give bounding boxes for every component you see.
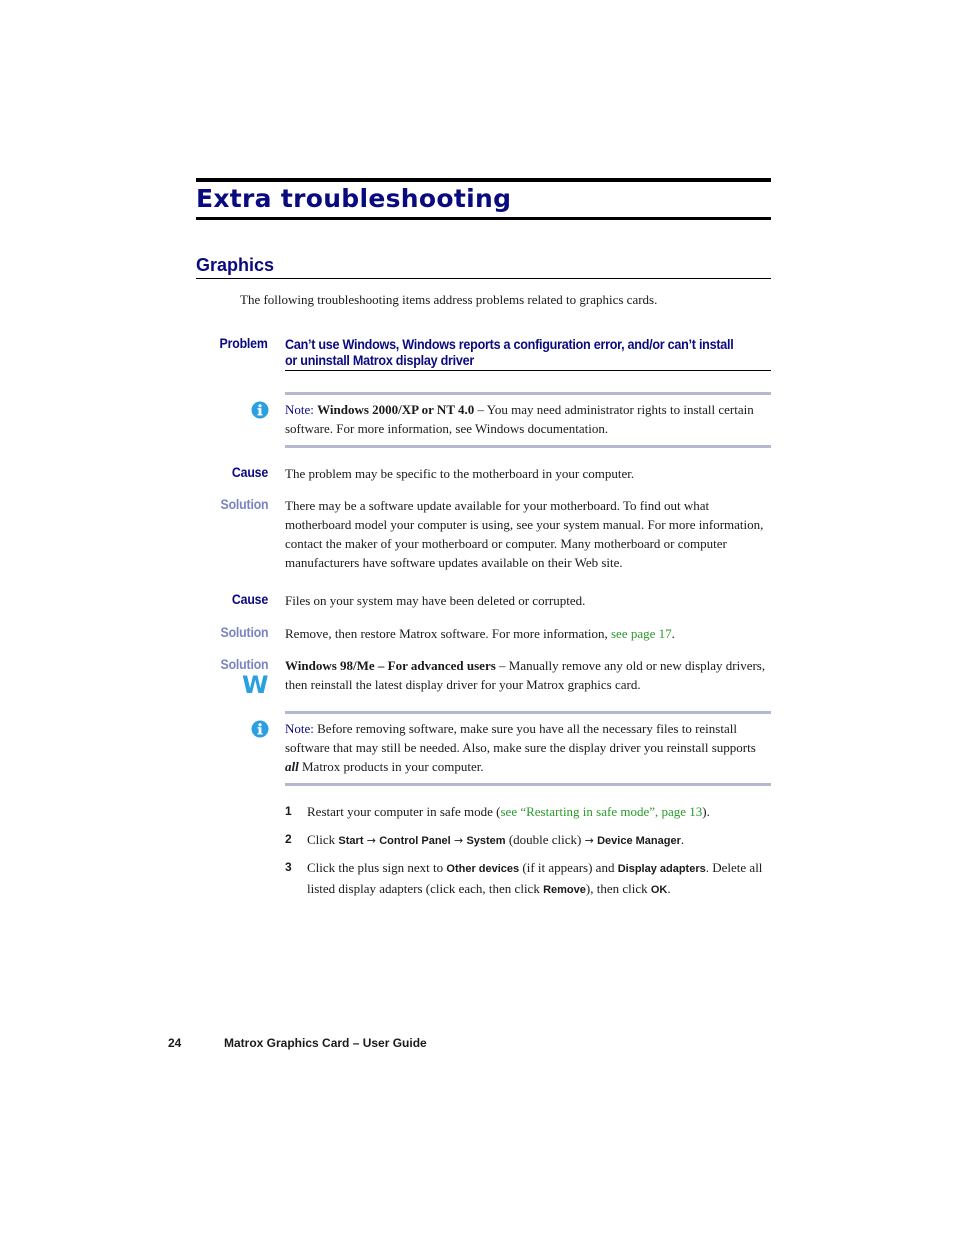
step-2-body-2: (double click) [505,832,585,847]
problem-label: Problem [219,335,268,351]
note-2-body-1: Before removing software, make sure you have all the necessary files to reinstall software that may still be needed. Also, make sure the display driver you reinstall supports [285,721,756,755]
solution-3-os: Windows 98/Me – For advanced users [285,658,496,673]
step-3-body: Click the plus sign next to [307,860,447,875]
problem-line-2: or uninstall Matrox display driver [285,352,474,368]
step-number: 3 [285,860,292,874]
cause-label-2: Cause [231,591,268,607]
note-2-bottom-bar [285,783,771,786]
solution-label-1: Solution [220,496,268,512]
solution-3-text [285,656,771,694]
title-top-rule [196,178,771,182]
note-2-body-2: Matrox products in your computer. [298,759,484,774]
page-number: 24 [168,1036,182,1050]
note-2-label: Note: [285,721,314,736]
ui-device-manager: Device Manager [597,835,681,847]
problem-line-1: Can’t use Windows, Windows reports a configuration error, and/or can’t install [285,336,734,352]
step-3 [285,858,771,898]
title-bottom-rule [196,217,771,220]
note-1-bottom-bar [285,445,771,448]
step-2-body: Click [307,832,339,847]
note-1-body: – You may need administrator rights to install certain software. For more information, see Windows documentation. [285,402,754,436]
step-1-body: Restart your computer in safe mode ( [307,804,501,819]
note-1-os: Windows 2000/XP or NT 4.0 [317,402,475,417]
safe-mode-link[interactable]: see “Restarting in safe mode”, page 13 [500,804,703,819]
arrow-right-icon: → [584,834,594,847]
section-rule [196,278,771,279]
note-1-text [285,400,771,438]
page-title: Extra troubleshooting [196,184,512,213]
step-number: 1 [285,804,292,818]
ui-system: System [466,835,506,847]
step-1-end: ). [702,804,710,819]
cause-label-1: Cause [231,464,268,480]
section-heading: Graphics [196,255,275,275]
problem-heading [285,336,771,368]
ui-start: Start [338,835,364,847]
info-icon [251,720,269,738]
step-text [307,830,771,851]
solution-label-3: Solution [220,656,268,672]
step-number: 2 [285,832,292,846]
note-1-label: Note: [285,402,314,417]
solution-2-text [285,624,771,643]
step-3-body-2: (if it appears) and [519,860,618,875]
problem-rule [285,370,771,371]
note-1-top-bar [285,392,771,395]
cause-1-text: The problem may be specific to the motherboard in your computer. [285,466,635,481]
ui-remove: Remove [543,884,586,896]
solution-3-body: – Manually remove any old or new display drivers, then reinstall the latest display driver for your Matrox graphics card. [285,658,766,692]
intro-paragraph: The following troubleshooting items address problems related to graphics cards. [240,292,658,307]
arrow-right-icon: → [366,834,376,847]
ui-display-adapters: Display adapters [617,863,706,875]
see-page-17-link[interactable]: see page 17 [611,626,672,641]
note-2-top-bar [285,711,771,714]
solution-2-body: Remove, then restore Matrox software. For more information, [285,626,611,641]
note-2-text [285,719,771,776]
ui-ok: OK [650,884,668,896]
step-2 [285,830,771,850]
step-3-body-3: . Delete all listed display adapters (click each, then click [307,860,763,896]
info-icon [251,401,269,419]
solution-2-end: . [671,626,675,641]
step-1 [285,802,771,822]
ui-other-devices: Other devices [446,863,520,875]
solution-1-text: There may be a software update available for your motherboard. To find out what motherboard model your computer is using, see your system manual. For more information, contact the maker of your motherboard or computer. Many motherboard or computer manufacturers have software updates available on their Web site. [285,498,764,570]
footer-guide-title: Matrox Graphics Card – User Guide [224,1036,427,1050]
step-3-end: . [667,881,671,896]
step-2-end: . [680,832,685,847]
ui-control-panel: Control Panel [379,835,451,847]
solution-label-2: Solution [220,624,268,640]
arrow-right-icon: → [453,834,464,847]
cause-2-text: Files on your system may have been deleted or corrupted. [285,593,586,608]
step-3-body-4: ), then click [585,881,651,896]
step-text [307,802,771,821]
note-2-emphasis: all [285,759,299,774]
windows-98-icon: W [242,671,269,699]
step-text [307,858,771,900]
